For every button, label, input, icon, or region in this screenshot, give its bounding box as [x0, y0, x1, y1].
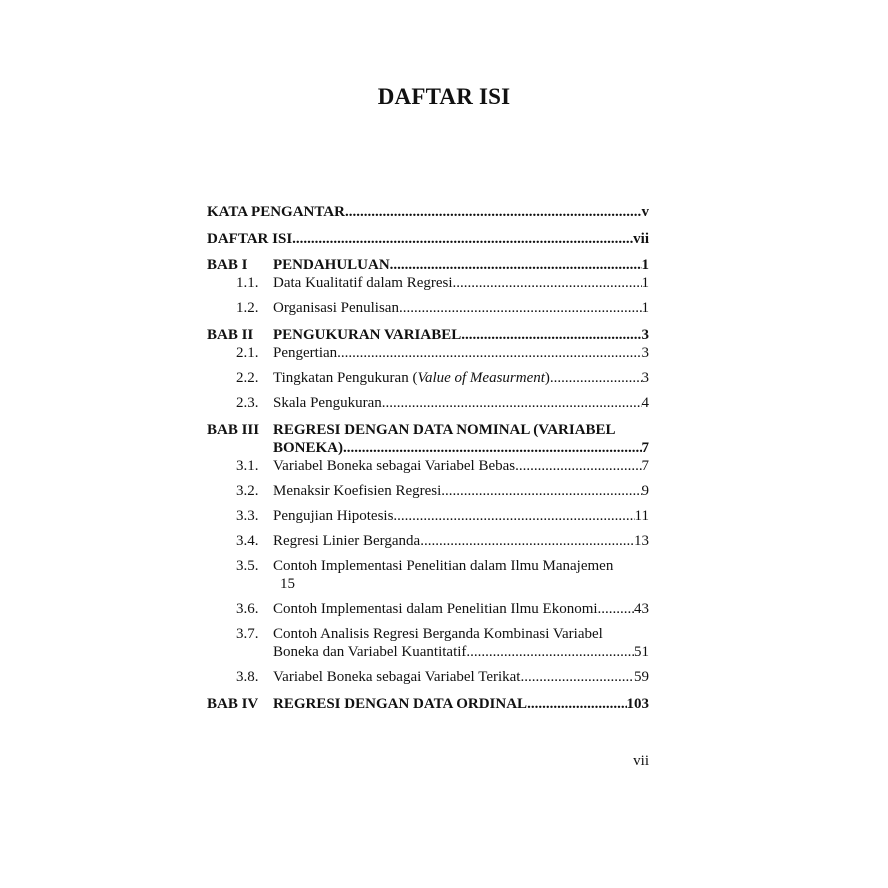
toc-page-number: v: [641, 204, 649, 220]
toc-entry-title: Menaksir Koefisien Regresi: [273, 483, 442, 499]
section-number: 2.2.: [236, 370, 259, 386]
toc-entry-title: Variabel Boneka sebagai Variabel Bebas: [273, 458, 516, 474]
toc-page-number: 13: [634, 533, 649, 549]
section-number: 1.1.: [236, 275, 259, 291]
section-number: 3.1.: [236, 458, 259, 474]
toc-entry-title: Organisasi Penulisan: [273, 300, 399, 316]
toc-entry-title: Variabel Boneka sebagai Variabel Terikat: [273, 669, 521, 685]
toc-entry-title: Tingkatan Pengukuran (Value of Measurment): [273, 370, 550, 386]
toc-page-number: 3: [641, 370, 649, 386]
toc-entry-title: Contoh Implementasi dalam Penelitian Ilmu Ekonomi: [273, 601, 598, 617]
toc-entry-title: Contoh Implementasi Penelitian dalam Ilmu Manajemen: [273, 558, 614, 574]
toc-page-number: 15: [280, 576, 295, 592]
section-number: 1.2.: [236, 300, 259, 316]
toc-entry-title: Data Kualitatif dalam Regresi: [273, 275, 453, 291]
toc-page-number: 1: [641, 257, 649, 273]
section-number: 3.6.: [236, 601, 259, 617]
section-number: 3.7.: [236, 626, 259, 642]
chapter-number: BAB II: [207, 327, 254, 343]
toc-page-number: 59: [634, 669, 649, 685]
toc-page-number: 3: [641, 327, 649, 343]
toc-entry-title: DAFTAR ISI: [207, 231, 293, 247]
section-number: 2.3.: [236, 395, 259, 411]
toc-entry-title: REGRESI DENGAN DATA ORDINAL: [273, 696, 528, 712]
toc-page-number: 4: [641, 395, 649, 411]
section-number: 2.1.: [236, 345, 259, 361]
toc-entry-title: PENDAHULUAN: [273, 257, 390, 273]
toc-entry-title: Regresi Linier Berganda: [273, 533, 421, 549]
section-number: 3.3.: [236, 508, 259, 524]
chapter-number: BAB III: [207, 422, 260, 438]
toc-entry-title-line1: REGRESI DENGAN DATA NOMINAL (VARIABEL: [273, 422, 616, 438]
page-title: DAFTAR ISI: [377, 84, 511, 109]
toc-entry-title-line2: BONEKA): [273, 440, 344, 456]
toc-page-number: 3: [641, 345, 649, 361]
section-number: 3.5.: [236, 558, 259, 574]
toc-entry-title: PENGUKURAN VARIABEL: [273, 327, 462, 343]
chapter-number: BAB IV: [207, 696, 259, 712]
toc-page-number: 103: [626, 696, 649, 712]
italic-term: Value of Measurment: [417, 370, 545, 386]
toc-page-number: 43: [634, 601, 649, 617]
toc-entry-title: Pengujian Hipotesis: [273, 508, 394, 524]
toc-entry-title-line1: Contoh Analisis Regresi Berganda Kombinasi Variabel: [273, 626, 603, 642]
toc-page-number: 7: [641, 440, 649, 456]
section-number: 3.2.: [236, 483, 259, 499]
toc-page-number: vii: [633, 231, 649, 247]
section-number: 3.4.: [236, 533, 259, 549]
toc-page-number: 1: [641, 275, 649, 291]
toc-entry-title: KATA PENGANTAR: [207, 204, 345, 220]
toc-entry-title: Pengertian: [273, 345, 338, 361]
toc-section-3-5: [207, 557, 649, 595]
section-number: 3.8.: [236, 669, 259, 685]
toc-entry-title-line2: Boneka dan Variabel Kuantitatif.: [273, 644, 471, 660]
page-number: vii: [633, 753, 649, 769]
toc-page-number: 51: [634, 644, 649, 660]
toc-page-number: 7: [641, 458, 649, 474]
toc-page-number: 11: [634, 508, 649, 524]
chapter-number: BAB I: [207, 257, 248, 273]
toc-page-number: 9: [641, 483, 649, 499]
toc-page-number: 1: [641, 300, 649, 316]
toc-entry-title: Skala Pengukuran.: [273, 395, 386, 411]
